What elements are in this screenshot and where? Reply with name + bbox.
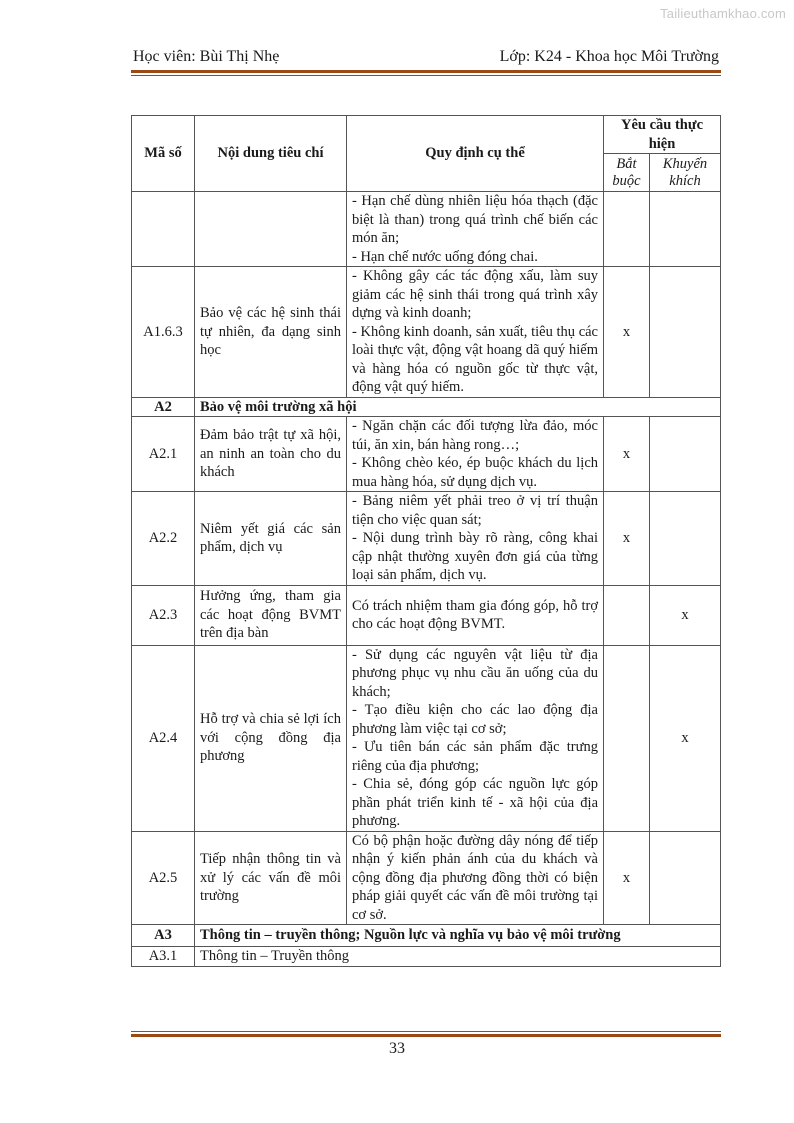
row-mandatory: x [604, 492, 650, 586]
student-name: Học viên: Bùi Thị Nhẹ [133, 48, 280, 65]
row-code: A2.1 [132, 417, 195, 492]
row-code: A1.6.3 [132, 267, 195, 398]
col-header-code: Mã số [132, 116, 195, 192]
col-header-encouraged: Khuyến khích [650, 154, 721, 192]
row-code: A2.3 [132, 585, 195, 645]
row-title: Thông tin – Truyền thông [195, 947, 721, 967]
row-criterion: Bảo vệ các hệ sinh thái tự nhiên, đa dạng sinh học [195, 267, 347, 398]
header-rule [131, 70, 721, 73]
table-row [132, 585, 721, 645]
page-header [133, 48, 719, 66]
row-criterion: Niêm yết giá các sản phẩm, dịch vụ [195, 492, 347, 586]
row-mandatory: x [604, 417, 650, 492]
row-code [132, 192, 195, 267]
row-criterion: Tiếp nhận thông tin và xử lý các vấn đề môi trường [195, 831, 347, 925]
row-criterion: Đảm bảo trật tự xã hội, an ninh an toàn cho du khách [195, 417, 347, 492]
table-row-a31 [132, 947, 721, 967]
col-header-mandatory: Bắt buộc [604, 154, 650, 192]
col-header-requirement: Yêu cầu thực hiện [604, 116, 721, 154]
footer-rule [131, 1034, 721, 1037]
section-row-a3 [132, 925, 721, 947]
table-row [132, 645, 721, 831]
section-title: Bảo vệ môi trường xã hội [195, 397, 721, 417]
section-title: Thông tin – truyền thông; Nguồn lực và nghĩa vụ bảo vệ môi trường [195, 925, 721, 947]
table-row [132, 492, 721, 586]
section-code: A3 [132, 925, 195, 947]
row-mandatory [604, 645, 650, 831]
row-mandatory: x [604, 831, 650, 925]
row-spec: - Ngăn chặn các đối tượng lừa đảo, móc túi, ăn xin, bán hàng rong…; - Không chèo kéo, ép buộc khách du lịch mua hàng hóa, sử dụng dịch vụ. [347, 417, 604, 492]
row-encouraged [650, 267, 721, 398]
table-row [132, 831, 721, 925]
page-number: 33 [389, 1040, 405, 1057]
section-code: A2 [132, 397, 195, 417]
row-mandatory [604, 192, 650, 267]
row-encouraged: x [650, 585, 721, 645]
row-encouraged [650, 417, 721, 492]
row-spec: - Không gây các tác động xấu, làm suy giảm các hệ sinh thái trong quá trình xây dựng và kinh doanh; - Không kinh doanh, sản xuất, tiêu thụ các loài thực vật, động vật hoang dã quý hiếm và hàng hóa có nguồn gốc từ thực vật, động vật quý hiếm. [347, 267, 604, 398]
row-mandatory: x [604, 267, 650, 398]
row-code: A2.2 [132, 492, 195, 586]
row-code: A2.5 [132, 831, 195, 925]
table-row [132, 267, 721, 398]
row-encouraged [650, 831, 721, 925]
row-spec: - Bảng niêm yết phải treo ở vị trí thuận tiện cho việc quan sát; - Nội dung trình bày rõ ràng, công khai cập nhật thường xuyên đơn giá của từng loại sản phẩm, dịch vụ. [347, 492, 604, 586]
row-encouraged [650, 192, 721, 267]
row-criterion: Hỗ trợ và chia sẻ lợi ích với cộng đồng địa phương [195, 645, 347, 831]
row-spec: Có trách nhiệm tham gia đóng góp, hỗ trợ cho các hoạt động BVMT. [347, 585, 604, 645]
row-encouraged [650, 492, 721, 586]
row-code: A2.4 [132, 645, 195, 831]
section-row-a2 [132, 397, 721, 417]
row-spec: - Hạn chế dùng nhiên liệu hóa thạch (đặc biệt là than) trong quá trình chế biến các món ăn; - Hạn chế nước uống đóng chai. [347, 192, 604, 267]
class-name: Lớp: K24 - Khoa học Môi Trường [499, 48, 719, 65]
table-row [132, 192, 721, 267]
row-code: A3.1 [132, 947, 195, 967]
watermark: Tailieuthamkhao.com [660, 6, 786, 21]
row-criterion [195, 192, 347, 267]
table-row [132, 417, 721, 492]
row-mandatory [604, 585, 650, 645]
row-criterion: Hưởng ứng, tham gia các hoạt động BVMT trên địa bàn [195, 585, 347, 645]
criteria-table [131, 115, 721, 967]
col-header-criterion: Nội dung tiêu chí [195, 116, 347, 192]
header-rule-thin [131, 75, 721, 76]
row-spec: Có bộ phận hoặc đường dây nóng để tiếp nhận ý kiến phản ánh của du khách và cộng đồng địa phương đồng thời có biện pháp giải quyết các vấn đề môi trường tại cơ sở. [347, 831, 604, 925]
footer-rule-thin [131, 1031, 721, 1032]
col-header-spec: Quy định cụ thể [347, 116, 604, 192]
row-spec: - Sử dụng các nguyên vật liệu từ địa phương phục vụ nhu cầu ăn uống của du khách; - Tạo điều kiện cho các lao động địa phương làm việc tại cơ sở; - Ưu tiên bán các sản phẩm đặc trưng riêng của địa phương; - Chia sẻ, đóng góp các nguồn lực góp phần phát triển kinh tế - xã hội của địa phương. [347, 645, 604, 831]
row-encouraged: x [650, 645, 721, 831]
